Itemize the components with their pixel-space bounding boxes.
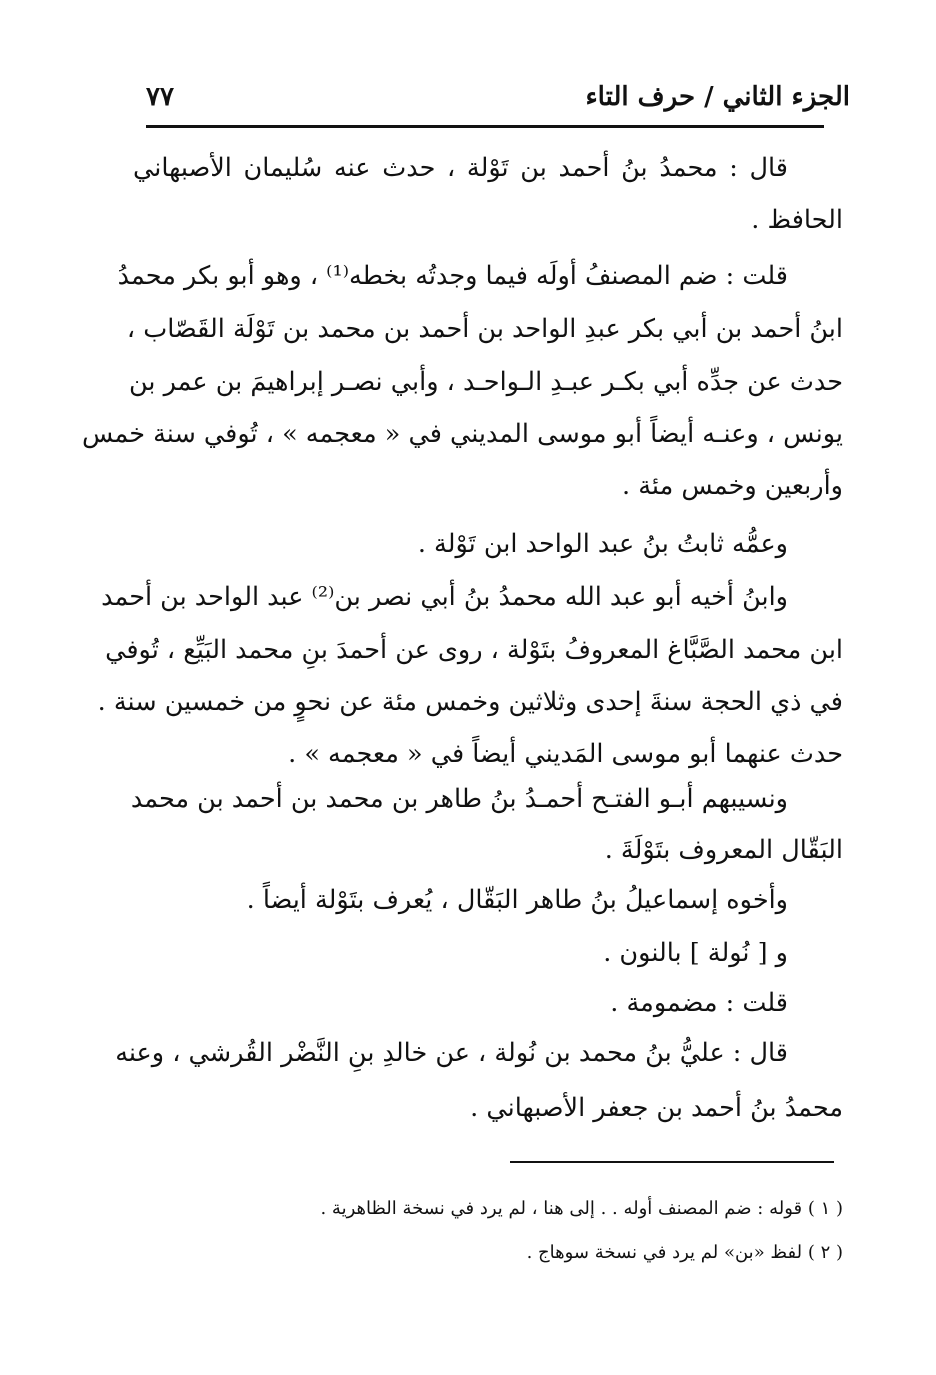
text-line: محمدُ بنُ أحمد بن جعفر الأصبهاني . [470, 1093, 843, 1123]
text-line: ونسيبهم أبـو الفتـح أحمـدُ بنُ طاهر بن محمد بن أحمد بن محمد [130, 784, 788, 814]
footnote: ( ١ ) قوله : ضم المصنف أوله . . إلى هنا ، لم يرد في نسخة الظاهرية . [320, 1198, 843, 1219]
text-line: وابنُ أخيه أبو عبد الله محمدُ بنُ أبي نصر بن⁽²⁾ عبد الواحد بن أحمد [101, 582, 788, 612]
text-line: قال : محمدُ بنُ أحمد بن تَوْلة ، حدث عنه سُليمان الأصبهاني [133, 153, 788, 183]
text-line: يونس ، وعنـه أيضاً أبو موسى المديني في « معجمه » ، تُوفي سنة خمس [81, 419, 843, 449]
text-line: قلت : ضم المصنفُ أولَه فيما وجدتُه بخطه⁽¹⁾ ، وهو أبو بكر محمدُ [117, 261, 788, 291]
text-line: و [ نُولة ] بالنون . [603, 938, 788, 968]
footnote: ( ٢ ) لفظ «بن» لم يرد في نسخة سوهاج . [526, 1242, 843, 1263]
text-line: قال : عليُّ بنُ محمد بن نُولة ، عن خالدِ بنِ النَّضْر القُرشي ، وعنه [115, 1038, 788, 1068]
text-line: قلت : مضمومة . [610, 988, 788, 1018]
text-line: وأربعين وخمس مئة . [622, 471, 843, 501]
running-header-title: الجزء الثاني / حرف التاء [585, 82, 850, 112]
text-line: حدث عن جدِّه أبي بكـر عبـدِ الـواحـد ، وأبي نصـر إبراهيمَ بن عمر بن [128, 367, 843, 397]
header-divider [146, 125, 824, 128]
text-line: وأخوه إسماعيلُ بنُ طاهر البَقّال ، يُعرف بتَوْلة أيضاً . [246, 885, 788, 915]
text-line: ابنُ أحمد بن أبي بكر عبدِ الواحد بن أحمد بن محمد بن تَوْلَة القَصّاب ، [126, 314, 843, 344]
text-line: حدث عنهما أبو موسى المَديني أيضاً في « معجمه » . [288, 739, 843, 769]
footnote-divider [510, 1161, 834, 1163]
text-line: في ذي الحجة سنةَ إحدى وثلاثين وخمس مئة عن نحوٍ من خمسين سنة . [97, 687, 843, 717]
text-line: البَقّال المعروف بتَوْلَةَ . [604, 835, 843, 865]
text-line: الحافظ . [751, 205, 843, 235]
text-line: ابن محمد الصَّبَّاغ المعروفُ بتَوْلة ، روى عن أحمدَ بنِ محمد البَيِّع ، تُوفي [105, 635, 843, 665]
text-line: وعمُّه ثابتُ بنُ عبد الواحد ابن تَوْلة . [417, 529, 788, 559]
page-number: ٧٧ [146, 82, 174, 112]
